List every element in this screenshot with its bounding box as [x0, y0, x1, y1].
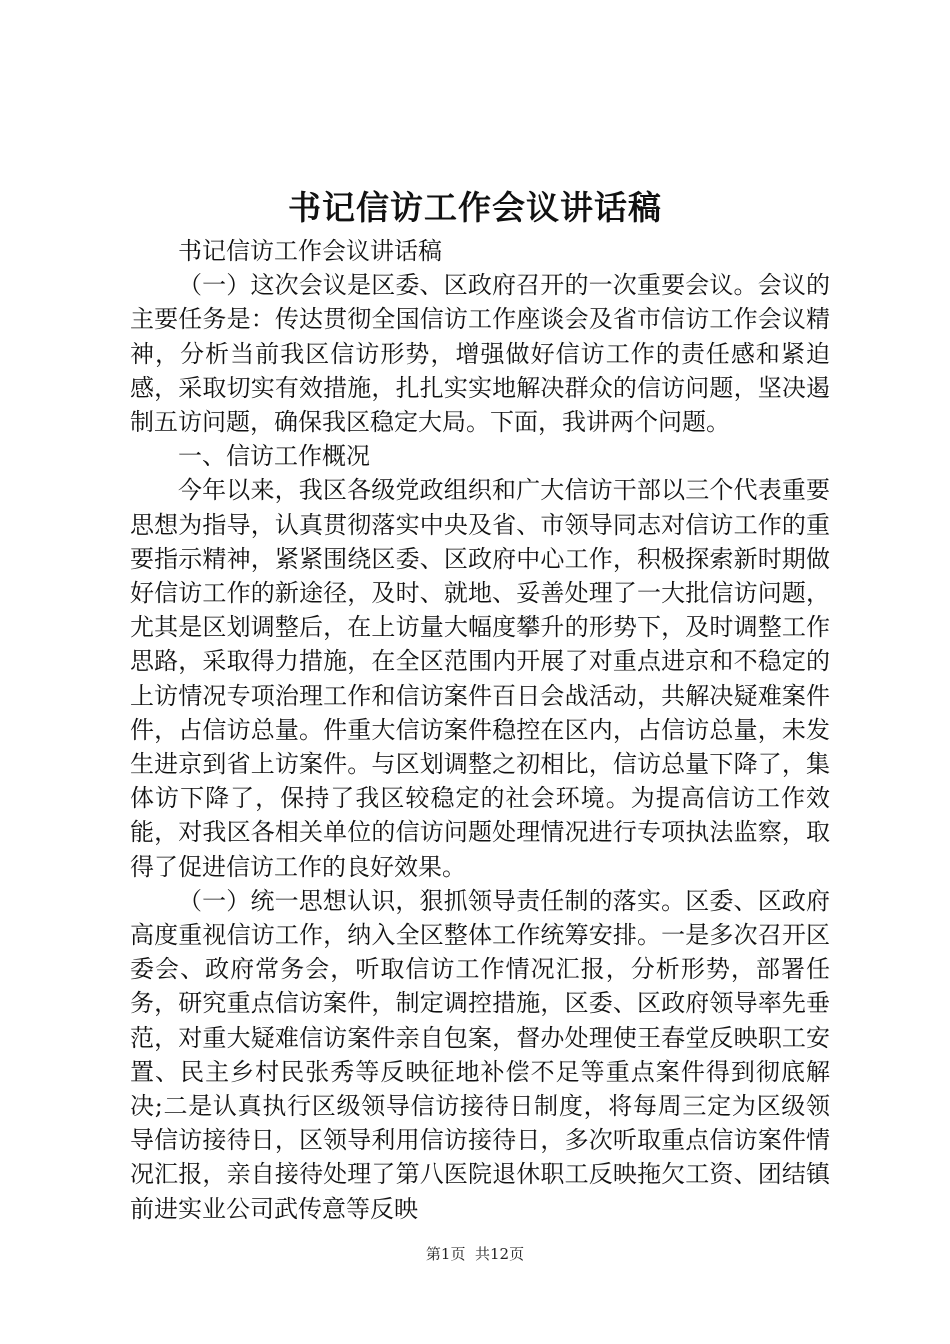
paragraph-subtitle: 书记信访工作会议讲话稿: [178, 237, 442, 265]
document-body: [130, 234, 830, 1226]
section-heading: 一、信访工作概况: [178, 442, 370, 471]
paragraph-point-one: （一）统一思想认识，狠抓领导责任制的落实。区委、区政府高度重视信访工作，纳入全区整体工作统筹安排。一是多次召开区委会、政府常务会，听取信访工作情况汇报，分析形势，部署任务，研究重点信访案件，制定调控措施，区委、区政府领导率先垂范，对重大疑难信访案件亲自包案，督办处理使王春堂反映职工安置、民主乡村民张秀等反映征地补偿不足等重点案件得到彻底解决;二是认真执行区级领导信访接待日制度，将每周三定为区级领导信访接待日，区领导利用信访接待日，多次听取重点信访案件情况汇报，亲自接待处理了第八医院退休职工反映拖欠工资、团结镇前进实业公司武传意等反映: [130, 886, 830, 1223]
paragraph-overview: 今年以来，我区各级党政组织和广大信访干部以三个代表重要思想为指导，认真贯彻落实中央及省、市领导同志对信访工作的重要指示精神，紧紧围绕区委、区政府中心工作，积极探索新时期做好信访工作的新途径，及时、就地、妥善处理了一大批信访问题，尤其是区划调整后，在上访量大幅度攀升的形势下，及时调整工作思路，采取得力措施，在全区范围内开展了对重点进京和不稳定的上访情况专项治理工作和信访案件百日会战活动，共解决疑难案件件，占信访总量。件重大信访案件稳控在区内，占信访总量，未发生进京到省上访案件。与区划调整之初相比，信访总量下降了，集体访下降了，保持了我区较稳定的社会环境。为提高信访工作效能，对我区各相关单位的信访问题处理情况进行专项执法监察，取得了促进信访工作的良好效果。: [130, 476, 830, 881]
page-number-label: 第1页 共12页: [425, 1245, 525, 1263]
document-title: 书记信访工作会议讲话稿: [288, 188, 662, 227]
paragraph-intro: （一）这次会议是区委、区政府召开的一次重要会议。会议的主要任务是：传达贯彻全国信访工作座谈会及省市信访工作会议精神，分析当前我区信访形势，增强做好信访工作的责任感和紧迫感，采取切实有效措施，扎扎实实地解决群众的信访问题，坚决遏制五访问题，确保我区稳定大局。下面，我讲两个问题。: [130, 271, 830, 437]
page-footer: [0, 1243, 950, 1264]
